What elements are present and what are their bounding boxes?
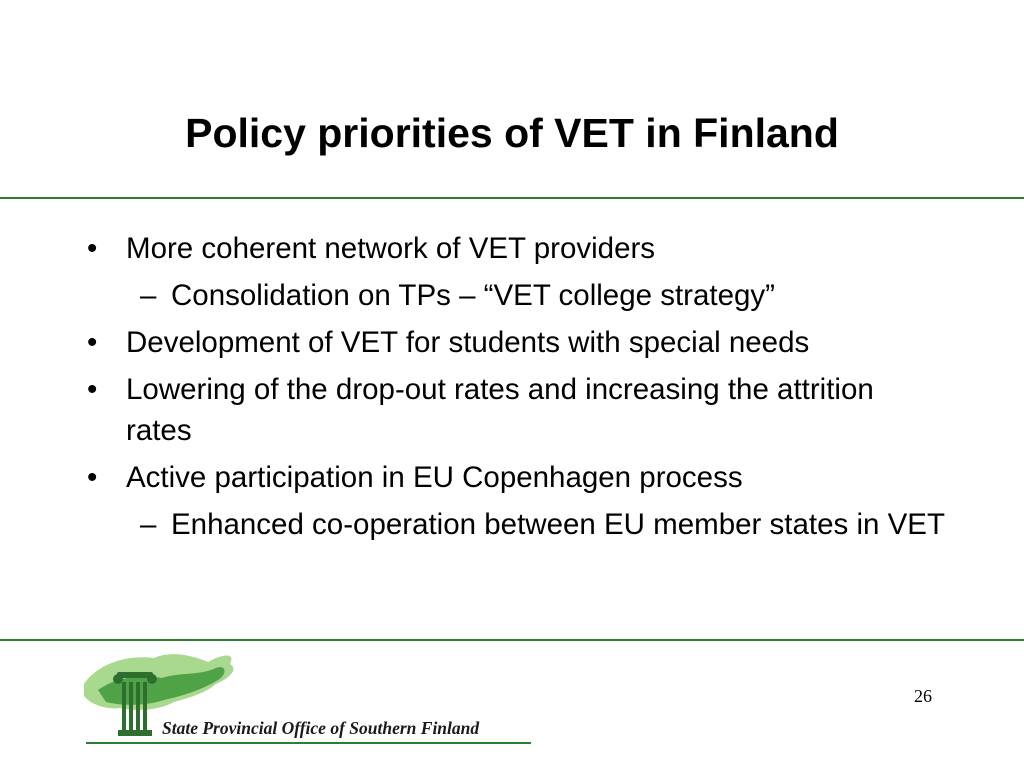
bullet-marker: • <box>87 232 98 265</box>
bullet-text: More coherent network of VET providers <box>126 232 656 265</box>
top-divider <box>0 197 1024 199</box>
bullet-item <box>85 369 945 451</box>
bullet-marker: • <box>87 373 98 406</box>
bullet-text: Active participation in EU Copenhagen process <box>126 461 743 494</box>
organization-logo <box>76 646 536 750</box>
bullet-text: Development of VET for students with special needs <box>126 326 810 359</box>
bullet-text: Lowering of the drop-out rates and increasing the attrition rates <box>126 373 874 447</box>
sub-bullet-item <box>85 275 945 316</box>
page-number: 26 <box>914 686 932 706</box>
sub-bullet-item <box>85 504 945 545</box>
bottom-divider <box>0 639 1024 641</box>
bullet-item <box>85 457 945 498</box>
slide-title: Policy priorities of VET in Finland <box>185 110 839 156</box>
organization-underline <box>86 742 531 744</box>
sub-bullet-text: Consolidation on TPs – “VET college strategy” <box>171 279 775 312</box>
bullet-marker: • <box>87 461 98 494</box>
organization-name: State Provincial Office of Southern Finland <box>162 718 480 738</box>
bullet-item <box>85 228 945 269</box>
bullet-list <box>85 228 945 551</box>
bullet-item <box>85 322 945 363</box>
sub-bullet-marker: – <box>140 279 157 312</box>
bullet-marker: • <box>87 326 98 359</box>
sub-bullet-marker: – <box>140 508 157 541</box>
sub-bullet-text: Enhanced co-operation between EU member states in VET <box>171 508 945 541</box>
